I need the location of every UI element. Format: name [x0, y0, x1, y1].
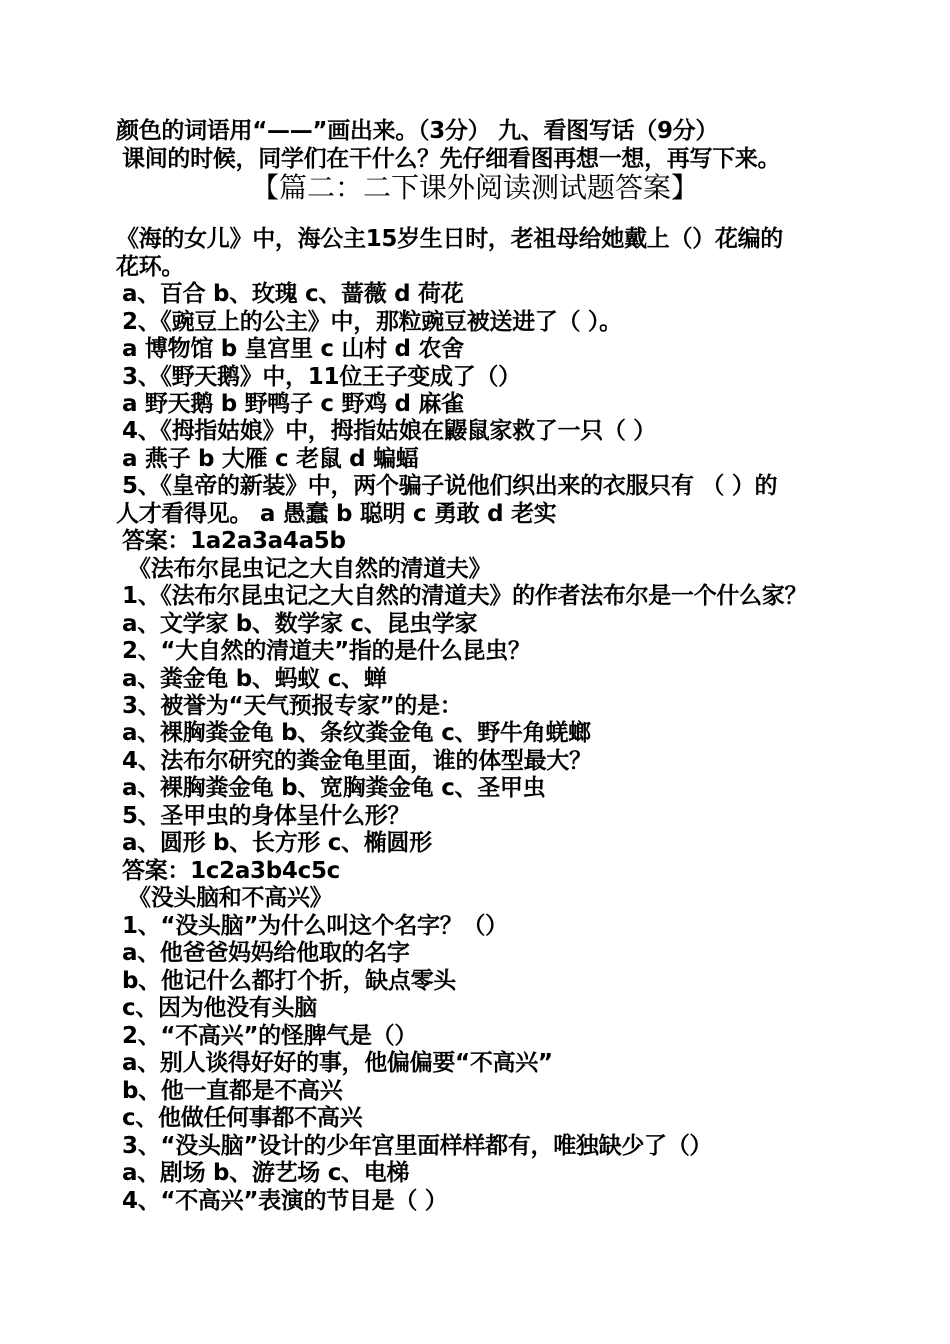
question-text: 4、“不高兴”表演的节目是（ ）	[122, 1188, 448, 1214]
question-text: 1、“没头脑”为什么叫这个名字？（）	[122, 913, 508, 939]
text-line: 课间的时候，同学们在干什么？先仔细看图再想一想，再写下来。	[122, 146, 781, 172]
answer-option: c、他做任何事都不高兴	[122, 1105, 363, 1131]
section-title: 《法布尔昆虫记之大自然的清道夫》	[128, 556, 492, 582]
answer-option: b、他记什么都打个折，缺点零头	[122, 968, 456, 994]
answer-option: c、因为他没有头脑	[122, 995, 317, 1021]
answer-options: a、剧场 b、游艺场 c、电梯	[122, 1160, 410, 1186]
answer-options: a 博物馆 b 皇宫里 c 山村 d 农舍	[122, 336, 464, 362]
question-text: 2、“大自然的清道夫”指的是什么昆虫？	[122, 638, 531, 664]
answer-options: a、裸胸粪金龟 b、宽胸粪金龟 c、圣甲虫	[122, 775, 546, 801]
answer-key: 答案：1c2a3b4c5c	[122, 858, 341, 884]
answer-options: a、裸胸粪金龟 b、条纹粪金龟 c、野牛角蜣螂	[122, 720, 591, 746]
answer-options: a、圆形 b、长方形 c、椭圆形	[122, 830, 432, 856]
question-text: 《海的女儿》中，海公主15岁生日时，老祖母给她戴上（）花编的	[116, 226, 784, 252]
answer-option: a、他爸爸妈妈给他取的名字	[122, 940, 410, 966]
answer-options: a 燕子 b 大雁 c 老鼠 d 蝙蝠	[122, 446, 419, 472]
question-text: 3、“没头脑”设计的少年宫里面样样都有，唯独缺少了（）	[122, 1133, 713, 1159]
answer-option: b、他一直都是不高兴	[122, 1078, 343, 1104]
question-text: 3、被誉为“天气预报专家”的是：	[122, 693, 463, 719]
question-text: 花环。	[116, 254, 185, 280]
answer-options: a、文学家 b、数学家 c、昆虫学家	[122, 611, 478, 637]
question-text: 2、“不高兴”的怪脾气是（）	[122, 1023, 418, 1049]
text-line: 颜色的词语用“——”画出来。（3分） 九、看图写话（9分）	[116, 118, 719, 144]
question-text: 2、《豌豆上的公主》中，那粒豌豆被送进了（ ）。	[122, 309, 622, 335]
answer-options: a 野天鹅 b 野鸭子 c 野鸡 d 麻雀	[122, 391, 464, 417]
answer-options: a、粪金龟 b、蚂蚁 c、蝉	[122, 666, 387, 692]
answer-options: a、百合 b、玫瑰 c、蔷薇 d 荷花	[122, 281, 464, 307]
question-text: 人才看得见。 a 愚蠢 b 聪明 c 勇敢 d 老实	[116, 501, 557, 527]
question-text: 5、圣甲虫的身体呈什么形？	[122, 803, 411, 829]
question-text: 4、《拇指姑娘》中，拇指姑娘在鼹鼠家救了一只（ ）	[122, 418, 657, 444]
section-heading: 【篇二：二下课外阅读测试题答案】	[250, 171, 699, 204]
question-text: 1、《法布尔昆虫记之大自然的清道夫》的作者法布尔是一个什么家？	[122, 583, 808, 609]
answer-key: 答案：1a2a3a4a5b	[122, 528, 346, 554]
answer-option: a、别人谈得好好的事，他偏偏要“不高兴”	[122, 1050, 553, 1076]
question-text: 5、《皇帝的新装》中，两个骗子说他们织出来的衣服只有 （ ）的	[122, 473, 778, 499]
question-text: 3、《野天鹅》中，11位王子变成了（）	[122, 364, 521, 390]
section-title: 《没头脑和不高兴》	[128, 885, 333, 911]
question-text: 4、法布尔研究的粪金龟里面，谁的体型最大？	[122, 748, 592, 774]
